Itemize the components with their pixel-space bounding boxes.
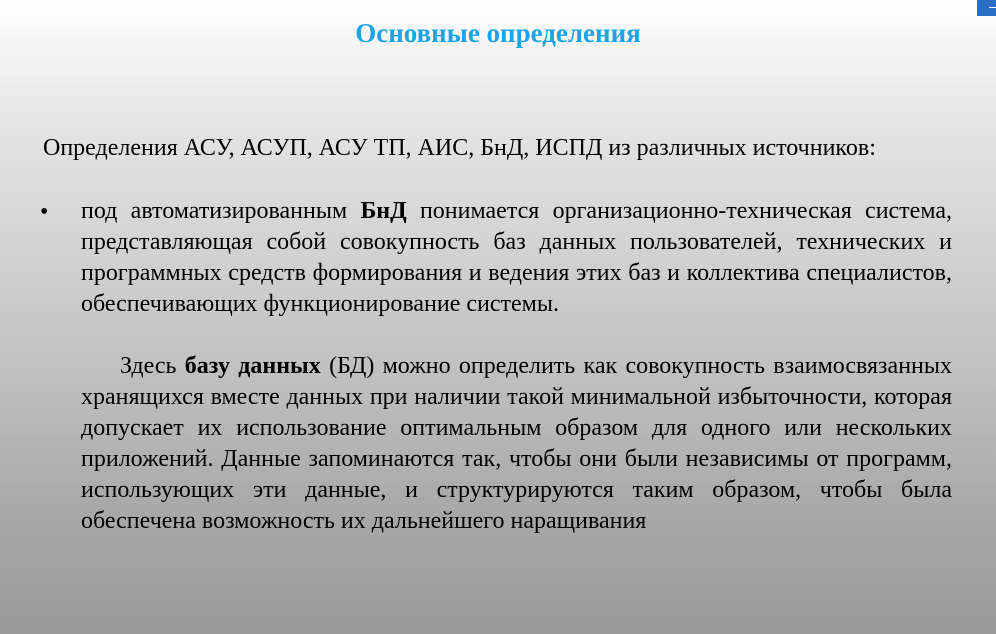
slide-title: Основные определения [355,18,641,48]
bullet-marker: • [40,199,49,225]
bullet-text-after: понимается организационно-техническая система, представляющая собой совокупность баз данных пользователей, технических и программных средств формирования и ведения этих баз и коллектива специалистов, обеспечивающих функционирование системы. [81,198,952,317]
bullet-term: БнД [360,198,407,224]
corner-button[interactable] [977,0,996,16]
bullet-text-before: под автоматизированным [81,198,361,224]
bullet-paragraph [81,196,952,320]
intro-text: Определения АСУ, АСУП, АСУ ТП, АИС, БнД, ИСПД из различных источников: [43,135,876,161]
definition-term: базу данных [184,353,321,379]
definition-text-after: (БД) можно определить как совокупность взаимосвязанных хранящихся вместе данных при наличии такой минимальной избыточности, которая допускает их использование оптимальным образом для одного или нескольких приложений. Данные запоминаются так, чтобы они были независимы от программ, использующих эти данные, и структурируются таким образом, чтобы была обеспечена возможность их дальнейшего наращивания [81,353,952,534]
definition-paragraph [81,351,952,537]
definition-text-before: Здесь [120,353,185,379]
